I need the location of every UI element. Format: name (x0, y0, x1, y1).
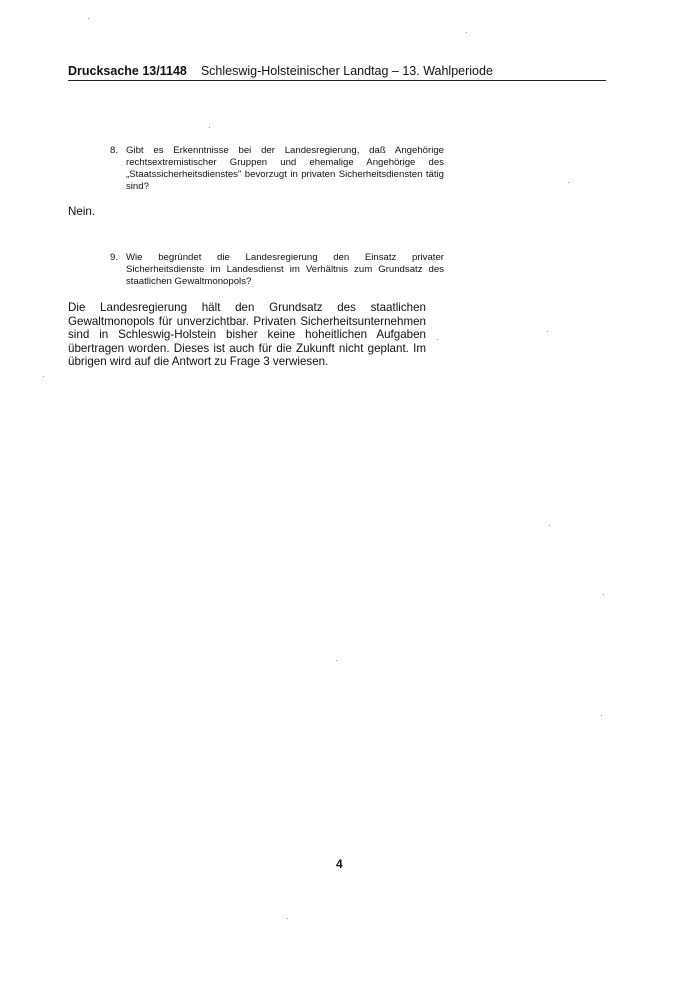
question-text: Wie begründet die Landesregierung den Einsatz privater Sicherheitsdienste im Landesdienst im Verhältnis zum Grundsatz des staatlichen Gewaltmonopols? (126, 252, 444, 287)
scan-speck (88, 18, 89, 19)
answer-9: Die Landesregierung hält den Grundsatz des staatlichen Gewaltmonopols für unverzichtbar. Privaten Sicherheitsunternehmen sind in Schleswig-Holstein bisher keine hoheitlichen Aufgaben übertragen worden. Dieses ist auch für die Zukunft nicht geplant. Im übrigen wird auf die Antwort zu Frage 3 verwiesen. (68, 301, 426, 368)
running-header (68, 64, 606, 78)
header-title: Schleswig-Holsteinischer Landtag – 13. Wahlperiode (200, 64, 493, 78)
scan-speck (287, 918, 288, 919)
header-rule (68, 80, 606, 81)
question-number: 8. (110, 145, 119, 156)
document-number: Drucksache 13/1148 (68, 64, 187, 78)
scan-speck (336, 660, 337, 661)
scan-speck (601, 715, 602, 716)
page-number: 4 (336, 857, 343, 871)
scan-speck (209, 127, 210, 128)
scan-speck (43, 376, 44, 377)
question-9 (110, 252, 444, 288)
question-8 (110, 145, 444, 193)
question-text: Gibt es Erkenntnisse bei der Landesregierung, daß Angehörige rechtsextremistischer Gruppen und ehemalige Angehörige des „Staatssicherheitsdienstes" bevorzugt in privaten Sicherheitsdiensten tätig sind? (126, 145, 444, 192)
question-number: 9. (110, 252, 119, 263)
scan-speck (466, 32, 467, 33)
scan-speck (547, 331, 548, 332)
scan-speck (437, 339, 438, 340)
scan-speck (568, 182, 569, 183)
scan-speck (603, 594, 604, 595)
scan-speck (549, 525, 550, 526)
answer-8: Nein. (68, 205, 96, 218)
